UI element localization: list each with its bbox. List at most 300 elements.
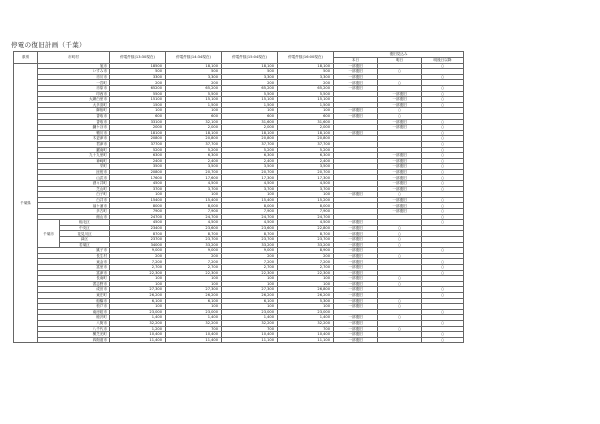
outlook-tomorrow-cell: ○ (378, 253, 422, 259)
count-cell-t3: 700 (222, 326, 278, 332)
outlook-later-cell: ○ (422, 136, 464, 142)
count-cell-t3: 500 (222, 69, 278, 75)
count-cell-t4: 23,700 (278, 237, 334, 243)
count-cell-t3: 7,900 (222, 209, 278, 215)
outlook-today-cell: 一部復旧 (334, 192, 378, 198)
count-cell-t2: 3,500 (166, 164, 222, 170)
city-cell: 多古町 (38, 209, 110, 215)
count-cell-t3: 4,500 (222, 181, 278, 187)
count-cell-t4: 10,400 (278, 332, 334, 338)
count-cell-t2: 24,700 (166, 214, 222, 220)
outlook-later-cell: ○ (422, 181, 464, 187)
city-cell: 八街市 (38, 320, 110, 326)
count-cell-t2: 1,500 (166, 102, 222, 108)
count-cell-t2: 37,700 (166, 141, 222, 147)
outlook-tomorrow-cell: 一部復旧 (378, 186, 422, 192)
outlook-later-cell: ○ (422, 209, 464, 215)
count-cell-t1: 6300 (110, 153, 166, 159)
outlook-tomorrow-cell: 一部復旧 (378, 209, 422, 215)
outlook-later-cell: ○ (422, 97, 464, 103)
ward-group-cell: 千葉市 (38, 220, 60, 248)
count-cell-t3: 3,500 (222, 164, 278, 170)
count-cell-t1: 200 (110, 253, 166, 259)
outlook-later-cell: ○ (422, 214, 464, 220)
count-cell-t2: 200 (166, 253, 222, 259)
count-cell-t3: 37,700 (222, 141, 278, 147)
outlook-later-cell: ○ (422, 153, 464, 159)
count-cell-t4: 5,300 (278, 298, 334, 304)
city-cell: 一宮町 (38, 80, 110, 86)
outlook-today-cell: 一部復旧 (334, 259, 378, 265)
count-cell-t1: 4500 (110, 181, 166, 187)
city-cell: 八千代市 (38, 326, 110, 332)
count-cell-t2: 32,200 (166, 320, 222, 326)
count-cell-t1: 100 (110, 108, 166, 114)
outlook-later-cell: ○ (422, 309, 464, 315)
count-cell-t4: 8,000 (278, 203, 334, 209)
count-cell-t1: 23700 (110, 237, 166, 243)
outlook-tomorrow-cell: ○ (378, 231, 422, 237)
count-cell-t3: 23,700 (222, 237, 278, 243)
outlook-tomorrow-cell: 一部復旧 (378, 164, 422, 170)
count-cell-t4: 2,700 (278, 264, 334, 270)
count-cell-t1: 33100 (110, 119, 166, 125)
count-cell-t4: 32,200 (278, 320, 334, 326)
count-cell-t1: 20800 (110, 169, 166, 175)
outlook-later-cell: ○ (422, 292, 464, 298)
count-cell-t3: 24,700 (222, 214, 278, 220)
count-cell-t3: 26,200 (222, 292, 278, 298)
count-cell-t4: 3,300 (278, 74, 334, 80)
count-cell-t4: 20,800 (278, 136, 334, 142)
count-cell-t3: 10,400 (222, 332, 278, 338)
count-cell-t1: 34000 (110, 242, 166, 248)
count-cell-t4: 100 (278, 108, 334, 114)
city-cell: 袖ケ浦市 (38, 203, 110, 209)
count-cell-t3: 18,100 (222, 63, 278, 69)
count-cell-t3: 100 (222, 192, 278, 198)
count-cell-t3: 18,100 (222, 130, 278, 136)
outlook-today-cell: 一部復旧 (334, 130, 378, 136)
count-cell-t2: 2,700 (166, 264, 222, 270)
outlook-later-cell: ○ (422, 287, 464, 293)
outlook-tomorrow-cell: 一部復旧 (378, 175, 422, 181)
count-cell-t1: 5200 (110, 147, 166, 153)
count-cell-t4: 2,000 (278, 125, 334, 131)
count-cell-t4: 15,200 (278, 197, 334, 203)
count-cell-t3: 100 (222, 276, 278, 282)
count-cell-t4: 17,300 (278, 175, 334, 181)
count-cell-t1: 100 (110, 304, 166, 310)
count-cell-t4: 7,900 (278, 209, 334, 215)
city-cell: 市原市 (38, 85, 110, 91)
count-cell-t1: 3500 (110, 164, 166, 170)
count-cell-t1: 7900 (110, 209, 166, 215)
count-cell-t2: 11,400 (166, 337, 222, 343)
outlook-later-cell: ○ (422, 130, 464, 136)
count-cell-t2: 700 (166, 326, 222, 332)
count-cell-t2: 2,400 (166, 158, 222, 164)
outlook-tomorrow-cell: 一部復旧 (378, 197, 422, 203)
count-cell-t4: 100 (278, 276, 334, 282)
count-cell-t1: 2,700 (110, 264, 166, 270)
count-cell-t3: 11,100 (222, 337, 278, 343)
count-cell-t1: 8700 (110, 231, 166, 237)
outlook-tomorrow-cell: ○ (378, 108, 422, 114)
count-cell-t2: 4,500 (166, 220, 222, 226)
count-cell-t3: 3,300 (222, 74, 278, 80)
count-cell-t3: 2,000 (222, 125, 278, 131)
count-cell-t2: 6,100 (166, 298, 222, 304)
outlook-today-cell: 一部復旧 (334, 108, 378, 114)
outlook-later-cell: ○ (422, 125, 464, 131)
outlook-today-cell: 一部復旧 (334, 264, 378, 270)
header-count-1600: 停電件数(16:00現在) (278, 52, 334, 64)
outlook-today-cell: 一部復旧 (334, 298, 378, 304)
count-cell-t4: 23,000 (278, 309, 334, 315)
count-cell-t3: 15,100 (222, 97, 278, 103)
city-cell: 白井市 (38, 197, 110, 203)
outlook-today-cell: 一部復旧 (334, 85, 378, 91)
outlook-later-cell: ○ (422, 197, 464, 203)
count-cell-t2: 100 (166, 108, 222, 114)
outlook-today-cell: 一部復旧 (334, 113, 378, 119)
count-cell-t4: 26,200 (278, 292, 334, 298)
count-cell-t2: 200 (166, 80, 222, 86)
count-cell-t1: 600 (110, 113, 166, 119)
city-cell: 旭市 (38, 63, 110, 69)
count-cell-t2: 23,600 (166, 225, 222, 231)
count-cell-t4: 20,700 (278, 169, 334, 175)
outage-table (13, 51, 464, 343)
city-cell: 九十九里町 (38, 153, 110, 159)
city-cell: 香取市 (38, 119, 110, 125)
count-cell-t1: 4500 (110, 220, 166, 226)
count-cell-t1: 15100 (110, 97, 166, 103)
header-region: 県別 (14, 52, 38, 64)
header-city: 市町村 (38, 52, 110, 64)
outlook-tomorrow-cell: 一部復旧 (378, 119, 422, 125)
outlook-today-cell: 一部復旧 (334, 248, 378, 254)
city-cell: 館山市 (38, 214, 110, 220)
outlook-later-cell: ○ (422, 320, 464, 326)
outlook-tomorrow-cell: ○ (378, 242, 422, 248)
count-cell-t2: 23,000 (166, 309, 222, 315)
count-cell-t2: 3,300 (166, 74, 222, 80)
count-cell-t4: 15,100 (278, 97, 334, 103)
city-cell: 白子町 (38, 192, 110, 198)
count-cell-t2: 100 (166, 192, 222, 198)
count-cell-t1: 100 (110, 276, 166, 282)
city-cell: 鋸南町 (38, 147, 110, 153)
count-cell-t4: 1,400 (278, 315, 334, 321)
table-row (14, 337, 464, 343)
count-cell-t4: 200 (278, 80, 334, 86)
count-cell-t3: 200 (222, 80, 278, 86)
outlook-later-cell: ○ (422, 147, 464, 153)
count-cell-t4: 18,100 (278, 130, 334, 136)
count-cell-t1: 37700 (110, 141, 166, 147)
outlook-later-cell: ○ (422, 141, 464, 147)
header-count-1330: 停電件数(13:30現在) (110, 52, 166, 64)
count-cell-t2: 65,200 (166, 85, 222, 91)
count-cell-t3: 65,200 (222, 85, 278, 91)
count-cell-t2: 18,100 (166, 130, 222, 136)
outlook-tomorrow-cell: ○ (378, 315, 422, 321)
outlook-later-cell: ○ (422, 203, 464, 209)
city-cell: 鴨川市 (38, 130, 110, 136)
count-cell-t2: 22,300 (166, 270, 222, 276)
outlook-later-cell: ○ (422, 158, 464, 164)
count-cell-t2: 100 (166, 276, 222, 282)
outlook-tomorrow-cell: 一部復旧 (378, 181, 422, 187)
outlook-later-cell: ○ (422, 119, 464, 125)
city-cell: 若葉区 (60, 242, 110, 248)
city-cell: 木更津市 (38, 136, 110, 142)
count-cell-t2: 600 (166, 113, 222, 119)
count-cell-t2: 3,700 (166, 186, 222, 192)
outlook-tomorrow-cell: ○ (378, 304, 422, 310)
count-cell-t4: 24,700 (278, 214, 334, 220)
count-cell-t4: 2,400 (278, 158, 334, 164)
header-tomorrow: 明日 (378, 58, 422, 64)
outlook-today-cell: 一部復旧 (334, 270, 378, 276)
count-cell-t2: 9,000 (166, 248, 222, 254)
page-title: 停電の復旧計画（千葉） (11, 41, 86, 49)
count-cell-t2: 17,600 (166, 175, 222, 181)
count-cell-t1: 2000 (110, 125, 166, 131)
count-cell-t4: 26,800 (278, 287, 334, 293)
count-cell-t4: 22,300 (278, 270, 334, 276)
count-cell-t2: 23,700 (166, 237, 222, 243)
count-cell-t1: 6,100 (110, 298, 166, 304)
header-later: 明後日以降 (422, 58, 464, 64)
count-cell-t2: 26,200 (166, 292, 222, 298)
outlook-tomorrow-cell: ○ (378, 276, 422, 282)
outlook-today-cell: 一部復旧 (334, 74, 378, 80)
count-cell-t1: 23,000 (110, 309, 166, 315)
count-cell-t2: 100 (166, 281, 222, 287)
outlook-today-cell: 一部復旧 (334, 242, 378, 248)
outlook-later-cell: ○ (422, 259, 464, 265)
count-cell-t2: 18,100 (166, 63, 222, 69)
count-cell-t1: 3700 (110, 186, 166, 192)
city-cell: 栄町 (38, 164, 110, 170)
city-cell: 印西市 (38, 91, 110, 97)
count-cell-t4: 600 (278, 113, 334, 119)
count-cell-t2: 100 (166, 304, 222, 310)
city-cell: 大多喜町 (38, 102, 110, 108)
count-cell-t4: 3,500 (278, 164, 334, 170)
count-cell-t3: 22,300 (222, 270, 278, 276)
outlook-tomorrow-cell: ○ (378, 69, 422, 75)
outlook-tomorrow-cell: 一部復旧 (378, 102, 422, 108)
outlook-today-cell: 一部復旧 (334, 69, 378, 75)
outlook-today-cell: 一部復旧 (334, 220, 378, 226)
city-cell: 酒々井町 (38, 181, 110, 187)
city-cell: いすみ市 (38, 69, 110, 75)
outlook-today-cell: 一部復旧 (334, 281, 378, 287)
count-cell-t2: 20,700 (166, 169, 222, 175)
city-cell: 長生村 (38, 253, 110, 259)
outlook-tomorrow-cell: ○ (378, 298, 422, 304)
count-cell-t3: 2,700 (222, 264, 278, 270)
outlook-later-cell: ○ (422, 186, 464, 192)
city-cell: 船橋市 (38, 298, 110, 304)
count-cell-t1: 5500 (110, 91, 166, 97)
count-cell-t1: 32,200 (110, 320, 166, 326)
count-cell-t1: 18100 (110, 130, 166, 136)
city-cell: 緑区 (60, 237, 110, 243)
outlook-tomorrow-cell: ○ (378, 225, 422, 231)
count-cell-t3: 100 (222, 281, 278, 287)
count-cell-t4: 18,100 (278, 63, 334, 69)
count-cell-t1: 100 (110, 192, 166, 198)
count-cell-t1: 23400 (110, 225, 166, 231)
outlook-later-cell: ○ (422, 264, 464, 270)
outlook-today-cell: 一部復旧 (334, 225, 378, 231)
count-cell-t2: 10,400 (166, 332, 222, 338)
outlook-later-cell: ○ (422, 332, 464, 338)
city-cell: 長南町 (38, 276, 110, 282)
count-cell-t4: 200 (278, 253, 334, 259)
outlook-tomorrow-cell (378, 337, 422, 343)
outlook-today-cell: 一部復旧 (334, 80, 378, 86)
outlook-later-cell: ○ (422, 175, 464, 181)
count-cell-t3: 23,600 (222, 225, 278, 231)
count-cell-t1: 27,300 (110, 287, 166, 293)
count-cell-t3: 9,000 (222, 248, 278, 254)
count-cell-t3: 27,300 (222, 287, 278, 293)
count-cell-t3: 31,600 (222, 119, 278, 125)
outlook-later-cell: ○ (422, 91, 464, 97)
count-cell-t4: 500 (278, 69, 334, 75)
city-cell: 君津市 (38, 141, 110, 147)
count-cell-t3: 23,000 (222, 309, 278, 315)
count-cell-t1: 22,300 (110, 270, 166, 276)
count-cell-t1: 7,200 (110, 259, 166, 265)
count-cell-t1: 2400 (110, 158, 166, 164)
outlook-today-cell: 一部復旧 (334, 315, 378, 321)
count-cell-t3: 6,300 (222, 153, 278, 159)
count-cell-t1: 11,400 (110, 337, 166, 343)
count-cell-t3: 3,700 (222, 186, 278, 192)
outlook-tomorrow-cell: 一部復旧 (378, 97, 422, 103)
count-cell-t4: 100 (278, 192, 334, 198)
count-cell-t1: 20800 (110, 136, 166, 142)
count-cell-t4: 65,200 (278, 85, 334, 91)
outlook-later-cell: ○ (422, 169, 464, 175)
count-cell-t4: 700 (278, 326, 334, 332)
count-cell-t3: 33,200 (222, 242, 278, 248)
count-cell-t2: 33,200 (166, 242, 222, 248)
count-cell-t2: 2,000 (166, 125, 222, 131)
outlook-tomorrow-cell: ○ (378, 113, 422, 119)
header-outlook: 復旧見込み (334, 52, 464, 58)
city-cell: 市川市 (38, 74, 110, 80)
city-cell: 香取市 (38, 113, 110, 119)
count-cell-t3: 20,700 (222, 169, 278, 175)
count-cell-t4: 11,100 (278, 337, 334, 343)
outlook-tomorrow-cell: ○ (378, 281, 422, 287)
count-cell-t2: 4,500 (166, 181, 222, 187)
header-count-1504: 停電件数(15:04現在) (222, 52, 278, 64)
count-cell-t3: 32,200 (222, 320, 278, 326)
outlook-today-cell: 一部復旧 (334, 253, 378, 259)
count-cell-t2: 5,200 (166, 147, 222, 153)
count-cell-t4: 37,700 (278, 141, 334, 147)
count-cell-t3: 1,500 (222, 102, 278, 108)
outage-table-body (14, 63, 464, 343)
count-cell-t2: 7,900 (166, 209, 222, 215)
outlook-today-cell: 一部復旧 (334, 304, 378, 310)
count-cell-t4: 22,800 (278, 225, 334, 231)
outlook-tomorrow-cell: ○ (378, 192, 422, 198)
city-cell: 稲毛区 (60, 220, 110, 226)
city-cell: 東金市 (38, 259, 110, 265)
count-cell-t4: 1,500 (278, 102, 334, 108)
outlook-later-cell: ○ (422, 337, 464, 343)
count-cell-t2: 15,400 (166, 197, 222, 203)
outlook-today-cell: 一部復旧 (334, 332, 378, 338)
count-cell-t3: 8,000 (222, 203, 278, 209)
outlook-today-cell: 一部復旧 (334, 292, 378, 298)
outlook-tomorrow-cell: 一部復旧 (378, 153, 422, 159)
count-cell-t1: 15400 (110, 197, 166, 203)
count-cell-t2: 7,200 (166, 259, 222, 265)
count-cell-t1: 9,000 (110, 248, 166, 254)
outlook-today-cell: 一部復旧 (334, 63, 378, 69)
count-cell-t4: 7,200 (278, 259, 334, 265)
outlook-today-cell: 一部復旧 (334, 287, 378, 293)
count-cell-t4: 5,200 (278, 147, 334, 153)
count-cell-t4: 33,200 (278, 242, 334, 248)
count-cell-t4: 100 (278, 281, 334, 287)
outlook-tomorrow-cell: 一部復旧 (378, 203, 422, 209)
city-cell: 松戸市 (38, 304, 110, 310)
count-cell-t1: 1500 (110, 102, 166, 108)
count-cell-t3: 6,100 (222, 298, 278, 304)
city-cell: 南房総市 (38, 309, 110, 315)
city-cell: 東庄町 (38, 292, 110, 298)
count-cell-t3: 600 (222, 113, 278, 119)
count-cell-t2: 15,100 (166, 97, 222, 103)
city-cell: 習志野市 (38, 281, 110, 287)
count-cell-t1: 200 (110, 80, 166, 86)
outlook-today-cell: 一部復旧 (334, 237, 378, 243)
count-cell-t1: 24700 (110, 214, 166, 220)
city-cell: 芝山町 (38, 186, 110, 192)
count-cell-t3: 5,500 (222, 91, 278, 97)
city-cell: 大網白里市 (38, 97, 110, 103)
outlook-later-cell: ○ (422, 164, 464, 170)
outlook-later-cell: ○ (422, 102, 464, 108)
city-cell: 御宿町 (38, 108, 110, 114)
outlook-later-cell: ○ (422, 248, 464, 254)
count-cell-t4: 5,500 (278, 91, 334, 97)
count-cell-t3: 7,200 (222, 259, 278, 265)
city-cell: 銚子市 (38, 248, 110, 254)
outlook-tomorrow-cell: ○ (378, 326, 422, 332)
outlook-tomorrow-cell: 一部復旧 (378, 91, 422, 97)
count-cell-t4: 8,700 (278, 231, 334, 237)
count-cell-t1: 1,200 (110, 326, 166, 332)
outlook-later-cell: ○ (422, 63, 464, 69)
count-cell-t3: 15,400 (222, 197, 278, 203)
count-cell-t3: 1,400 (222, 315, 278, 321)
outlook-later-cell: ○ (422, 270, 464, 276)
outlook-tomorrow-cell: ○ (378, 80, 422, 86)
